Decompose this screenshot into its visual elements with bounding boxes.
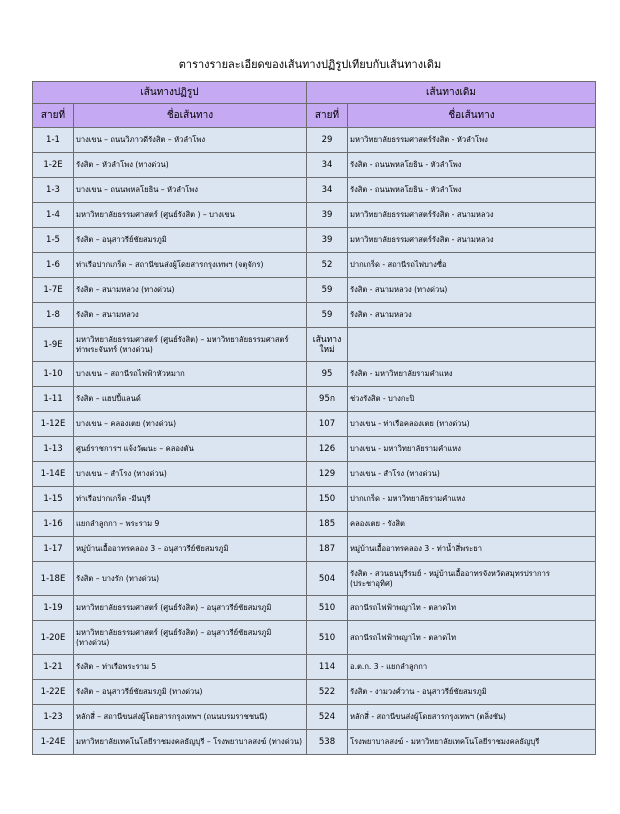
group-header-row (33, 82, 596, 104)
new-route-name-cell: บางเขน – คลองเตย (ทางด่วน) (74, 412, 307, 437)
table-row (33, 462, 596, 487)
new-route-no-cell: 1-6 (33, 253, 74, 278)
old-route-name-cell: บางเขน - มหาวิทยาลัยรามคำแหง (348, 437, 596, 462)
table-row (33, 621, 596, 655)
old-route-name-header: ชื่อเส้นทาง (348, 104, 596, 128)
new-route-no-cell: 1-19 (33, 596, 74, 621)
old-route-no-cell: 39 (307, 203, 348, 228)
table-row (33, 362, 596, 387)
old-route-name-cell: รังสิต - งามวงศ์วาน - อนุสาวรีย์ชัยสมรภูมิ (348, 680, 596, 705)
table-row (33, 412, 596, 437)
old-route-name-cell: สถานีรถไฟฟ้าพญาไท - ตลาดไท (348, 621, 596, 655)
new-route-name-cell: บางเขน – สถานีรถไฟฟ้าหัวหมาก (74, 362, 307, 387)
new-route-no-cell: 1-2E (33, 153, 74, 178)
new-route-no-cell: 1-8 (33, 303, 74, 328)
old-route-name-cell: รังสิต - ถนนพหลโยธิน - หัวลำโพง (348, 178, 596, 203)
new-route-name-cell: รังสิต – อนุสาวรีย์ชัยสมรภูมิ (ทางด่วน) (74, 680, 307, 705)
old-route-no-cell: 185 (307, 512, 348, 537)
old-route-no-cell: 95ก (307, 387, 348, 412)
table-row (33, 562, 596, 596)
old-route-no-cell: 29 (307, 128, 348, 153)
old-route-name-cell: บางเขน - สำโรง (ทางด่วน) (348, 462, 596, 487)
old-route-name-cell: โรงพยาบาลสงฆ์ - มหาวิทยาลัยเทคโนโลยีราชมงคลธัญบุรี (348, 730, 596, 755)
table-row (33, 705, 596, 730)
old-route-name-cell: หมู่บ้านเอื้ออาทรคลอง 3 - ท่าน้ำสี่พระยา (348, 537, 596, 562)
new-route-no-cell: 1-18E (33, 562, 74, 596)
old-route-no-cell: 126 (307, 437, 348, 462)
new-route-no-header: สายที่ (33, 104, 74, 128)
new-route-name-cell: มหาวิทยาลัยธรรมศาสตร์ (ศูนย์รังสิต) – อนุสาวรีย์ชัยสมรภูมิ (ทางด่วน) (74, 621, 307, 655)
old-route-no-cell: 524 (307, 705, 348, 730)
new-route-name-cell: รังสิต – หัวลำโพง (ทางด่วน) (74, 153, 307, 178)
old-routes-header: เส้นทางเดิม (307, 82, 596, 104)
new-route-no-cell: 1-10 (33, 362, 74, 387)
table-row (33, 278, 596, 303)
old-route-no-cell: 95 (307, 362, 348, 387)
old-route-name-cell: มหาวิทยาลัยธรรมศาสตร์รังสิต - หัวลำโพง (348, 128, 596, 153)
old-route-name-cell (348, 328, 596, 362)
old-route-name-cell: คลองเตย - รังสิต (348, 512, 596, 537)
new-route-no-cell: 1-12E (33, 412, 74, 437)
new-route-no-cell: 1-21 (33, 655, 74, 680)
new-route-name-cell: บางเขน – ถนนพหลโยธิน – หัวลำโพง (74, 178, 307, 203)
new-route-name-cell: รังสิต – อนุสาวรีย์ชัยสมรภูมิ (74, 228, 307, 253)
new-route-name-cell: มหาวิทยาลัยธรรมศาสตร์ (ศูนย์รังสิต) – มหาวิทยาลัยธรรมศาสตร์ ท่าพระจันทร์ (ทางด่วน) (74, 328, 307, 362)
new-route-name-cell: แยกลำลูกกา – พระราม 9 (74, 512, 307, 537)
new-route-name-cell: รังสิต – บางรัก (ทางด่วน) (74, 562, 307, 596)
old-route-name-cell: มหาวิทยาลัยธรรมศาสตร์รังสิต - สนามหลวง (348, 228, 596, 253)
old-route-no-header: สายที่ (307, 104, 348, 128)
new-route-name-cell: ศูนย์ราชการฯ แจ้งวัฒนะ – คลองตัน (74, 437, 307, 462)
route-comparison-table (32, 81, 596, 755)
old-route-no-cell: 59 (307, 303, 348, 328)
table-row (33, 253, 596, 278)
new-route-no-cell: 1-13 (33, 437, 74, 462)
old-route-no-cell: 34 (307, 178, 348, 203)
old-route-name-cell: ปากเกร็ด - มหาวิทยาลัยรามคำแหง (348, 487, 596, 512)
new-route-no-cell: 1-20E (33, 621, 74, 655)
table-row (33, 596, 596, 621)
new-route-no-cell: 1-23 (33, 705, 74, 730)
table-row (33, 655, 596, 680)
table-row (33, 487, 596, 512)
new-route-name-cell: มหาวิทยาลัยธรรมศาสตร์ (ศูนย์รังสิต ) – บางเขน (74, 203, 307, 228)
old-route-name-cell: รังสิต - สนามหลวง (348, 303, 596, 328)
old-route-no-cell: เส้นทางใหม่ (307, 328, 348, 362)
new-route-name-cell: บางเขน – ถนนวิภาวดีรังสิต – หัวลำโพง (74, 128, 307, 153)
page-title: ตารางรายละเอียดของเส้นทางปฏิรูปเทียบกับเส้นทางเดิม (178, 58, 442, 71)
table-row (33, 437, 596, 462)
old-route-name-cell: ปากเกร็ด - สถานีรถไฟบางซื่อ (348, 253, 596, 278)
new-route-name-cell: รังสิต – สนามหลวง (74, 303, 307, 328)
table-row (33, 228, 596, 253)
old-route-no-cell: 129 (307, 462, 348, 487)
new-route-name-cell: รังสิต – สนามหลวง (ทางด่วน) (74, 278, 307, 303)
new-route-name-cell: บางเขน – สำโรง (ทางด่วน) (74, 462, 307, 487)
old-route-name-cell: ช่วงรังสิต - บางกะปิ (348, 387, 596, 412)
old-route-no-cell: 510 (307, 621, 348, 655)
new-route-no-cell: 1-7E (33, 278, 74, 303)
new-route-no-cell: 1-17 (33, 537, 74, 562)
table-row (33, 153, 596, 178)
table-row (33, 512, 596, 537)
new-route-name-cell: ท่าเรือปากเกร็ด – สถานีขนส่งผู้โดยสารกรุงเทพฯ (จตุจักร) (74, 253, 307, 278)
old-route-no-cell: 187 (307, 537, 348, 562)
old-route-name-cell: รังสิต - สวนธนบุรีรมย์ - หมู่บ้านเอื้ออาทรจังหวัดสมุทรปราการ (ประชาอุทิศ) (348, 562, 596, 596)
old-route-name-cell: รังสิต - มหาวิทยาลัยรามคำแหง (348, 362, 596, 387)
table-row (33, 680, 596, 705)
new-route-no-cell: 1-22E (33, 680, 74, 705)
old-route-no-cell: 114 (307, 655, 348, 680)
new-routes-header: เส้นทางปฏิรูป (33, 82, 307, 104)
old-route-name-cell: อ.ต.ก. 3 - แยกลำลูกกา (348, 655, 596, 680)
new-route-no-cell: 1-4 (33, 203, 74, 228)
table-row (33, 303, 596, 328)
new-route-no-cell: 1-1 (33, 128, 74, 153)
new-route-no-cell: 1-24E (33, 730, 74, 755)
new-route-name-cell: มหาวิทยาลัยธรรมศาสตร์ (ศูนย์รังสิต) – อนุสาวรีย์ชัยสมรภูมิ (74, 596, 307, 621)
old-route-no-cell: 107 (307, 412, 348, 437)
new-route-no-cell: 1-3 (33, 178, 74, 203)
new-route-name-cell: มหาวิทยาลัยเทคโนโลยีราชมงคลธัญบุรี – โรงพยาบาลสงฆ์ (ทางด่วน) (74, 730, 307, 755)
old-route-no-cell: 59 (307, 278, 348, 303)
old-route-no-cell: 504 (307, 562, 348, 596)
old-route-no-cell: 538 (307, 730, 348, 755)
new-route-name-cell: รังสิต – ท่าเรือพระราม 5 (74, 655, 307, 680)
new-route-no-cell: 1-15 (33, 487, 74, 512)
table-row (33, 178, 596, 203)
new-route-name-cell: รังสิต – แฮปปี้แลนด์ (74, 387, 307, 412)
table-row (33, 128, 596, 153)
old-route-name-cell: สถานีรถไฟฟ้าพญาไท - ตลาดไท (348, 596, 596, 621)
new-route-no-cell: 1-14E (33, 462, 74, 487)
old-route-no-cell: 52 (307, 253, 348, 278)
table-row (33, 203, 596, 228)
new-route-no-cell: 1-5 (33, 228, 74, 253)
new-route-name-cell: หลักสี่ – สถานีขนส่งผู้โดยสารกรุงเทพฯ (ถนนบรมราชชนนี) (74, 705, 307, 730)
new-route-no-cell: 1-11 (33, 387, 74, 412)
new-route-no-cell: 1-16 (33, 512, 74, 537)
old-route-no-cell: 522 (307, 680, 348, 705)
old-route-no-cell: 39 (307, 228, 348, 253)
table-row (33, 387, 596, 412)
column-header-row (33, 104, 596, 128)
table-row (33, 730, 596, 755)
table-body (33, 128, 596, 755)
new-route-name-cell: หมู่บ้านเอื้ออาทรคลอง 3 – อนุสาวรีย์ชัยสมรภูมิ (74, 537, 307, 562)
old-route-name-cell: มหาวิทยาลัยธรรมศาสตร์รังสิต - สนามหลวง (348, 203, 596, 228)
old-route-no-cell: 150 (307, 487, 348, 512)
old-route-name-cell: บางเขน - ท่าเรือคลองเตย (ทางด่วน) (348, 412, 596, 437)
old-route-no-cell: 510 (307, 596, 348, 621)
new-route-name-cell: ท่าเรือปากเกร็ด -มีนบุรี (74, 487, 307, 512)
old-route-name-cell: หลักสี่ - สถานีขนส่งผู้โดยสารกรุงเทพฯ (ตลิ่งชัน) (348, 705, 596, 730)
new-route-no-cell: 1-9E (33, 328, 74, 362)
new-route-name-header: ชื่อเส้นทาง (74, 104, 307, 128)
table-row (33, 328, 596, 362)
old-route-name-cell: รังสิต - สนามหลวง (ทางด่วน) (348, 278, 596, 303)
old-route-name-cell: รังสิต - ถนนพหลโยธิน - หัวลำโพง (348, 153, 596, 178)
table-row (33, 537, 596, 562)
old-route-no-cell: 34 (307, 153, 348, 178)
